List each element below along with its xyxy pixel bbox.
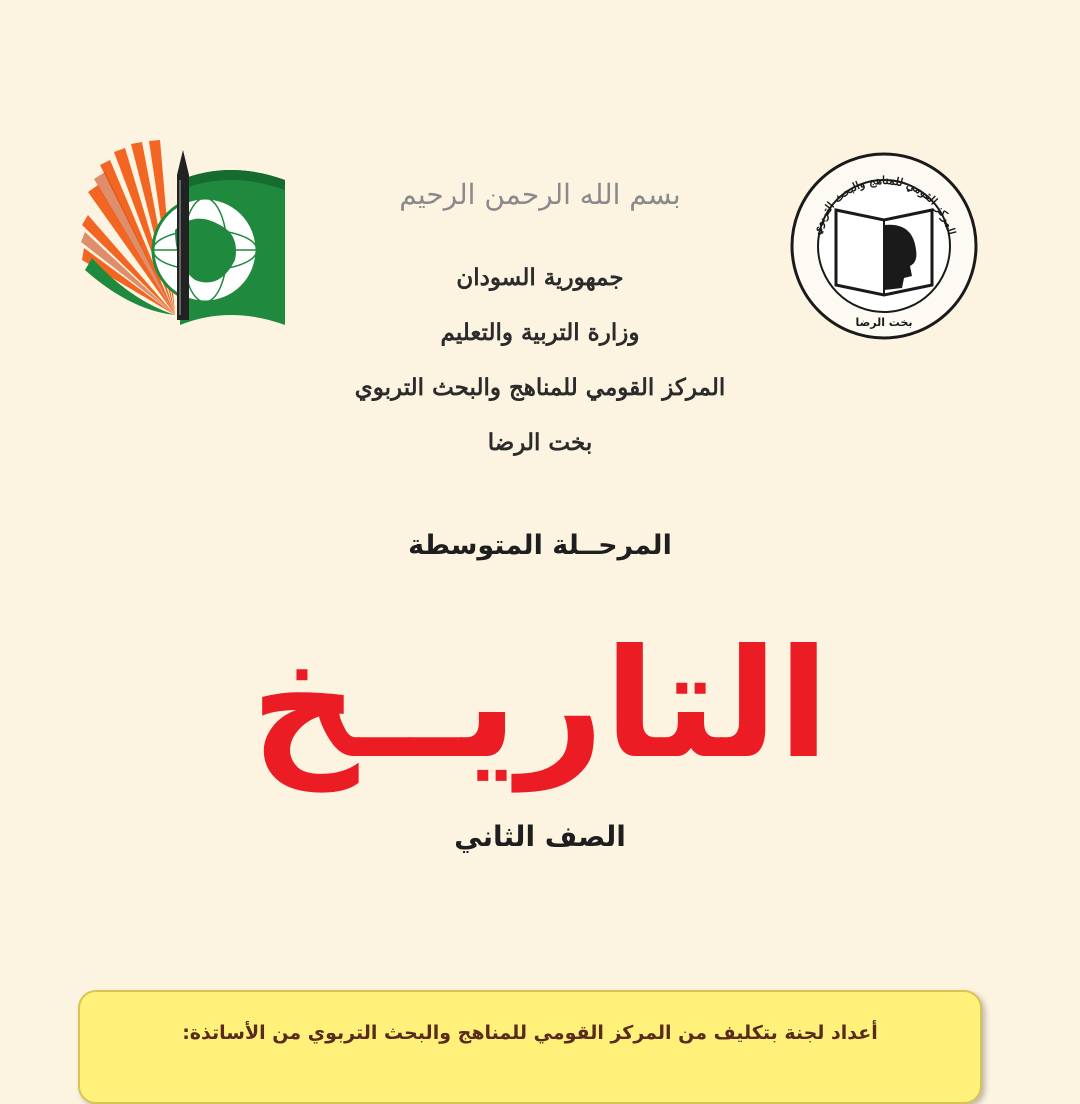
ministry-name: وزارة التربية والتعليم [440,319,640,346]
pen-icon [177,150,189,320]
seal-bottom-text: بخت الرضا [855,316,913,329]
issuer-heading [240,250,840,470]
open-book-head-icon [836,210,932,295]
credits-heading: أعداد لجنة بتكليف من المركز القومي للمناهج والبحث التربوي من الأساتذة: [182,1022,878,1044]
credits-box [78,990,982,1104]
book-title: التاريــخ [250,618,830,792]
location-name: بخت الرضا [487,429,593,456]
seal-ring-text: المركز القومي للمناهج والبحث التربوي [809,173,959,237]
center-name: المركز القومي للمناهج والبحث التربوي [354,374,726,401]
country-name: جمهورية السودان [456,264,624,291]
basmala: بسم الله الرحمن الرحيم [399,178,681,211]
grade-label: الصف الثاني [454,820,626,853]
school-stage: المرحــلة المتوسطة [408,530,672,561]
